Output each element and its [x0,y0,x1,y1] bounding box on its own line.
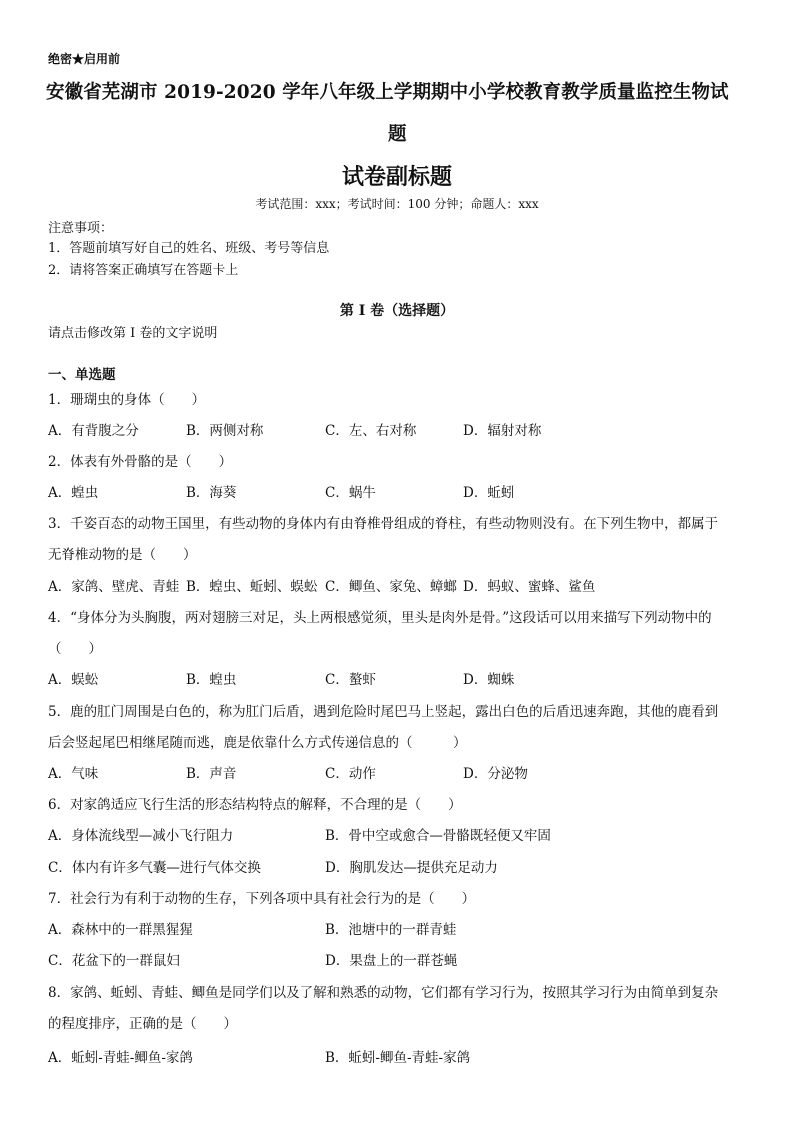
option: D．果盘上的一群苍蝇 [325,953,458,969]
question-stem: 4．“身体分为头胸腹，两对翅膀三对足，头上两根感觉须，里头是肉外是骨。”这段话可以用来描写下列动物中的 [48,610,712,626]
question-stem-cont: 后会竖起尾巴相继尾随而逃，鹿是依靠什么方式传递信息的（ ） [48,735,467,751]
option: D．胸肌发达—提供充足动力 [325,860,498,876]
question-stem: 1．珊瑚虫的身体（ ） [48,392,206,408]
option: B．蝗虫、蚯蚓、蜈蚣 [186,579,318,595]
option: A．有背腹之分 [48,423,139,439]
option: D．分泌物 [463,766,528,782]
option: B．骨中空或愈合—骨骼既轻便又牢固 [325,828,551,844]
option: C．螯虾 [325,672,376,688]
option: A．家鸽、壁虎、青蛙 [48,579,180,595]
question-stem: 3．千姿百态的动物王国里，有些动物的身体内有由脊椎骨组成的脊柱，有些动物则没有。在下列生物中，都属于 [48,516,719,532]
question-stem: 8．家鸽、蚯蚓、青蛙、鲫鱼是同学们以及了解和熟悉的动物，它们都有学习行为，按照其学习行为由简单到复杂 [48,985,719,1001]
note-item: 2．请将答案正确填写在答题卡上 [48,263,239,278]
option: A．气味 [48,766,99,782]
option: C．蜗牛 [325,485,376,501]
option: A．森林中的一群黑猩猩 [48,922,193,938]
option: C．体内有许多气囊—进行气体交换 [48,860,261,876]
option: B．海葵 [186,485,237,501]
exam-title-line1: 安徽省芜湖市 2019-2020 学年八年级上学期期中小学校教育教学质量监控生物试 [46,82,729,103]
option: A．蚯蚓-青蛙-鲫鱼-家鸽 [48,1050,193,1066]
option: B．两侧对称 [186,423,264,439]
question-stem-cont: 无脊椎动物的是（ ） [48,547,197,563]
question-stem-cont: 的程度排序，正确的是（ ） [48,1016,237,1032]
option: B．蚯蚓-鲫鱼-青蛙-家鸽 [325,1050,471,1066]
option: D．蚂蚁、蜜蜂、鲨鱼 [463,579,596,595]
question-stem: 6．对家鸽适应飞行生活的形态结构特点的解释，不合理的是（ ） [48,797,462,813]
option: C．花盆下的一群鼠妇 [48,953,180,969]
confidential-mark: 绝密★启用前 [48,52,121,66]
option: B．蝗虫 [186,672,237,688]
notes-title: 注意事项： [48,221,114,236]
section-note: 请点击修改第 I 卷的文字说明 [48,326,218,341]
exam-info: 考试范围：xxx；考试时间：100 分钟；命题人：xxx [255,197,539,211]
option: A．蜈蚣 [48,672,99,688]
option: B．池塘中的一群青蛙 [325,922,457,938]
option: C．左、右对称 [325,423,417,439]
question-stem: 5．鹿的肛门周围是白色的，称为肛门后盾，遇到危险时尾巴马上竖起，露出白色的后盾迅速奔跑，其他的鹿看到 [48,704,719,720]
option: C．动作 [325,766,376,782]
section-title: 第 I 卷（选择题） [339,303,455,319]
option: A．身体流线型—减小飞行阻力 [48,828,234,844]
option: D．辐射对称 [463,423,542,439]
exam-subtitle: 试卷副标题 [341,164,452,190]
option: B．声音 [186,766,237,782]
note-item: 1．答题前填写好自己的姓名、班级、考号等信息 [48,241,330,256]
option: C．鲫鱼、家兔、蟑螂 [325,579,457,595]
question-stem: 2．体表有外骨骼的是（ ） [48,454,233,470]
question-stem-cont: （ ） [48,641,102,657]
exam-title-line2: 题 [388,124,407,145]
option: D．蚯蚓 [463,485,515,501]
question-stem: 7．社会行为有利于动物的生存，下列各项中具有社会行为的是（ ） [48,891,476,907]
question-type-heading: 一、单选题 [48,367,116,383]
option: A．蝗虫 [48,485,99,501]
option: D．蜘蛛 [463,672,515,688]
